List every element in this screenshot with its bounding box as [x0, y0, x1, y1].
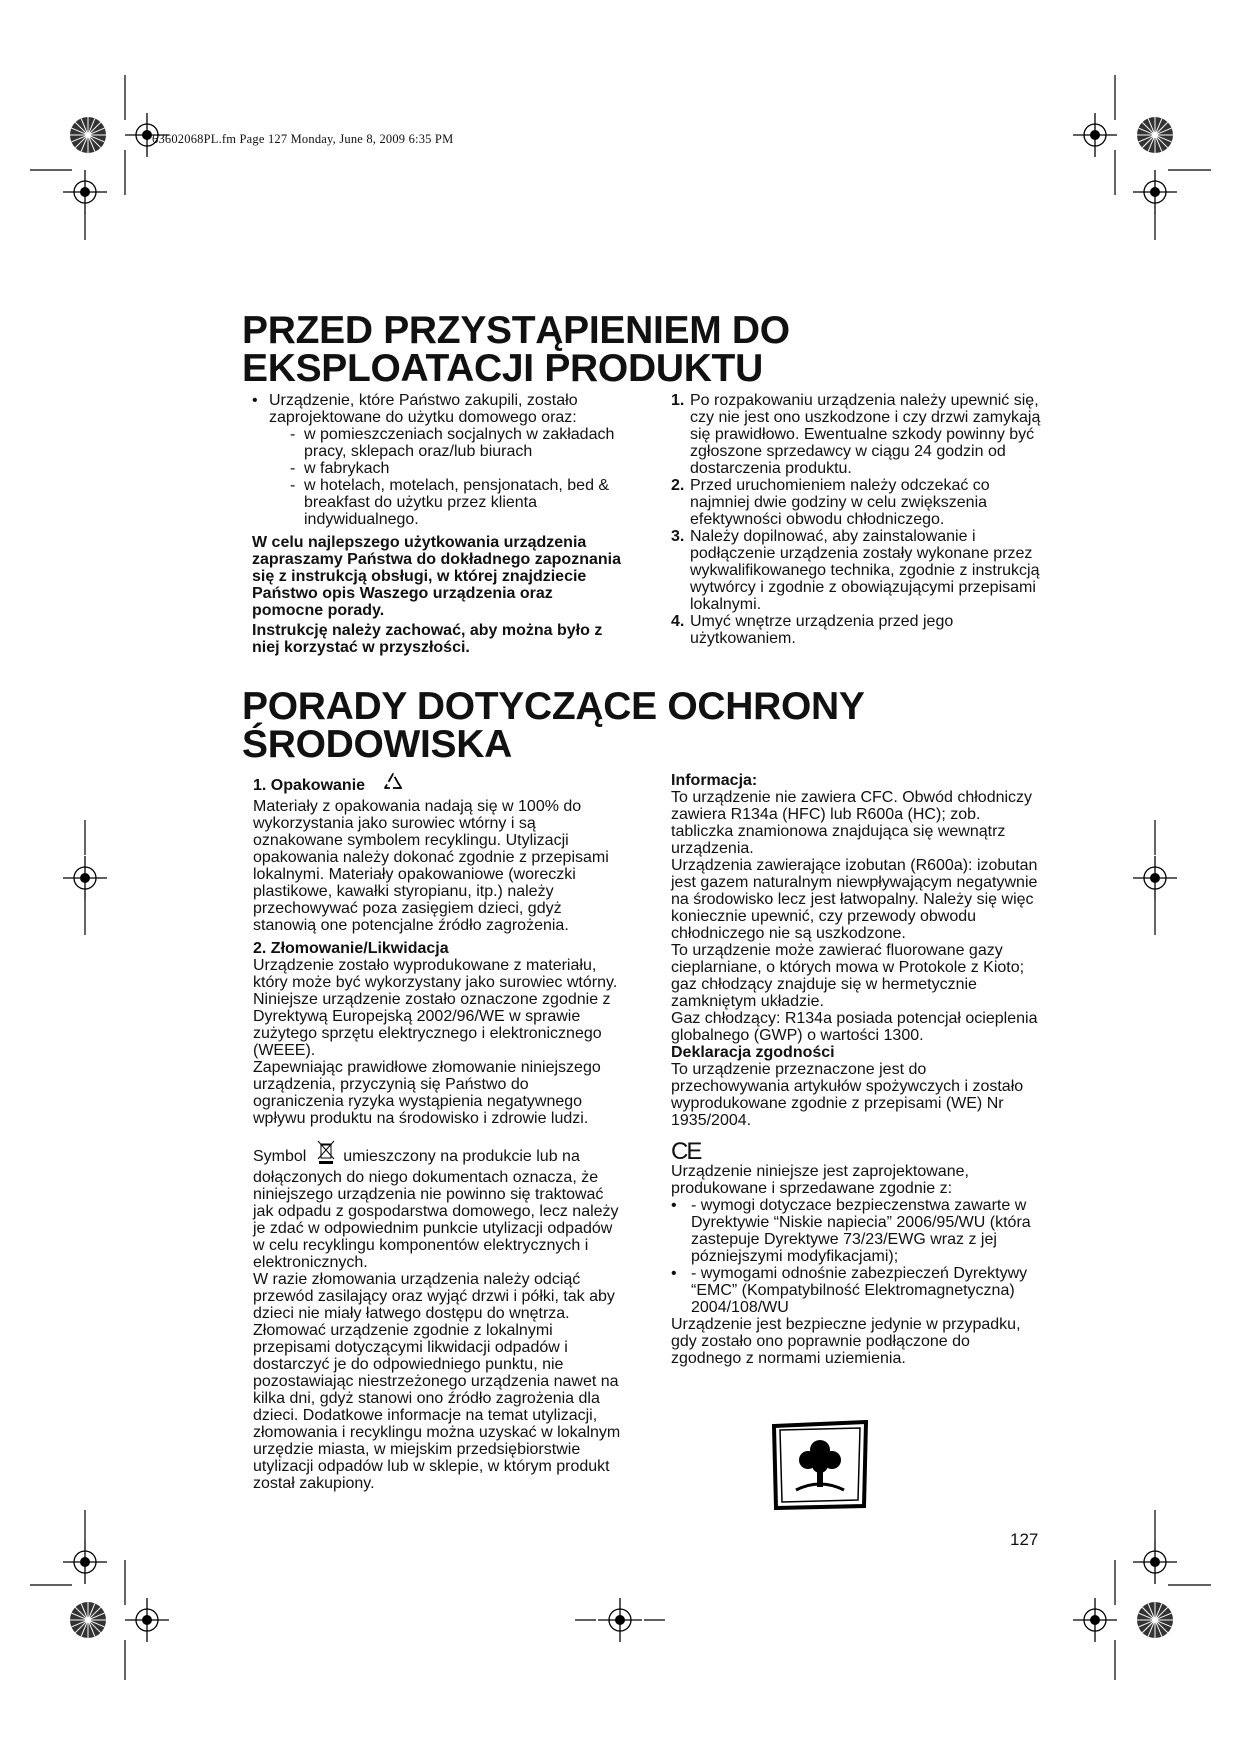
declaration-text: To urządzenie przeznaczone jest do przechowywania artykułów spożywczych i zostało wyprodukowane zgodnie z przepisami (WE) Nr 1935/2004. [671, 1061, 1024, 1129]
usage-sub-item: - w fabrykach [289, 460, 622, 477]
section1-title-line1: PRZED PRZYSTĄPIENIEM DO [242, 309, 790, 352]
scrapping-heading: 2. Złomowanie/Likwidacja [253, 940, 449, 957]
step-number: 3. [671, 528, 685, 545]
section2-left-column [253, 772, 623, 1492]
section1-title [242, 309, 1142, 390]
scrapping-text3: Zapewniając prawidłowe złomowanie niniejszego urządzenia, przyczynią się Państwo do ograniczenia ryzyka wystąpienia negatywnego wpływu produktu na środowisko i zdrowie ludzi. [253, 1059, 601, 1127]
setup-step [671, 528, 1041, 613]
step-text: Po rozpakowaniu urządzenia należy upewnić się, czy nie jest ono uszkodzone i czy drzwi zamykają się prawidłowo. Ewentualne szkody powinny być zgłoszone sprzedawcy w ciągu 24 godzin od dostarczenia produktu. [690, 392, 1041, 477]
ce-directive-item: • - wymogami odnośnie zabezpieczeń Dyrektywy “EMC” (Kompatybilność Elektromagnetyczna) 2004/108/WU [671, 1265, 1041, 1316]
usage-sub-list [289, 426, 622, 528]
environment-logo-icon [770, 1420, 870, 1510]
section2-title [242, 685, 1142, 766]
packaging-heading: 1. Opakowanie [253, 777, 366, 794]
ce-text: Urządzenie niniejsze jest zaprojektowane, produkowane i sprzedawane zgodnie z: [671, 1163, 969, 1197]
info-text4: Gaz chłodzący: R134a posiada potencjał ocieplenia globalnego (GWP) o wartości 1300. [671, 1010, 1038, 1044]
ce-directives-list [671, 1197, 1041, 1316]
step-text: Przed uruchomieniem należy odczekać co najmniej dwie godziny w celu zwiększenia efektywności obwodu chłodniczego. [690, 477, 990, 528]
manual-advice: W celu najlepszego użytkowania urządzenia zapraszamy Państwa do dokładnego zapoznania się z instrukcją obsługi, w której znajdziecie Państwo opis Waszego urządzenia oraz pomocne porady. [252, 534, 621, 619]
usage-intro: Urządzenie, które Państwo zakupili, zostało zaprojektowane do użytku domowego oraz: [269, 392, 578, 426]
weee-bin-icon [317, 1139, 335, 1169]
setup-steps [671, 392, 1041, 647]
usage-sub-item: - w hotelach, motelach, pensjonatach, bed & breakfast do użytku przez klienta indywidualnego. [289, 477, 622, 528]
step-number: 4. [671, 613, 685, 630]
step-text: Umyć wnętrze urządzenia przed jego użytkowaniem. [690, 613, 954, 647]
usage-list [252, 392, 622, 528]
setup-step [671, 477, 1041, 528]
section2-right-column [671, 772, 1041, 1367]
usage-bullet [252, 392, 622, 528]
setup-step [671, 613, 1041, 647]
page-number: 127 [1010, 1530, 1039, 1549]
section1-right-column [671, 392, 1041, 647]
manual-keep-advice: Instrukcję należy zachować, aby można było z niej korzystać w przyszłości. [252, 622, 603, 656]
packaging-text: Materiały z opakowania nadają się w 100% do wykorzystania jako surowiec wtórny i są oznakowane symbolem recyklingu. Utylizacji opakowania należy dokonać zgodnie z przepisami lokalnymi. Materiały opakowaniowe (woreczki plastikowe, kawałki styropianu, itp.) należy przechowywać poza zasięgiem dzieci, gdyż stanowią one potencjalne źródło zagrożenia. [253, 798, 609, 934]
section1-left-column [252, 392, 622, 656]
declaration-heading: Deklaracja zgodności [671, 1044, 835, 1061]
info-text1: To urządzenie nie zawiera CFC. Obwód chłodniczy zawiera R134a (HFC) lub R600a (HC); zob. tabliczka znamionowa znajdująca się wewnątrz urządzenia. [671, 789, 1033, 857]
step-text: Należy dopilnować, aby zainstalowanie i podłączenie urządzenia zostały wykonane przez wykwalifikowanego technika, zgodnie z instrukcją wytwórcy i zgodnie z obowiązującymi przepisami lokalnymi. [690, 528, 1040, 613]
scrapping-text1: Urządzenie zostało wyprodukowane z materiału, który może być wykorzystany jako surowiec wtórny. [253, 957, 618, 991]
setup-step [671, 392, 1041, 477]
ce-mark-icon: CE [671, 1138, 701, 1165]
scrapping-text2: Niniejsze urządzenie zostało oznaczone zgodnie z Dyrektywą Europejską 2002/96/WE w sprawie zużytego sprzętu elektrycznego i elektronicznego (WEEE). [253, 991, 611, 1059]
section2-title-line2: ŚRODOWISKA [242, 723, 513, 766]
symbol-text: umieszczony na produkcie lub na dołączonych do niego dokumentach oznacza, że niniejszego urządzenia nie powinno się traktować jak odpadu z gospodarstwa domowego, lecz należy je zdać w odpowiednim punkcie utylizacji odpadów w celu recyklingu komponentów elektrycznych i elektronicznych. [253, 1148, 619, 1271]
file-slug: 63602068PL.fm Page 127 Monday, June 8, 2009 6:35 PM [152, 132, 454, 146]
section1-title-line2: EKSPLOATACJI PRODUKTU [242, 347, 763, 390]
scrap-text4: W razie złomowania urządzenia należy odciąć przewód zasilający oraz wyjąć drzwi i półki, tak aby dzieci nie miały łatwego dostępu do wnętrza. Złomować urządzenie zgodnie z lokalnymi przepisami dotyczącymi likwidacji odpadów i dostarczyć je do odpowiedniego punktu, nie pozostawiając niestrzeżonego urządzenia nawet na kilka dni, gdyż stanowi ono źródło zagrożenia dla dzieci. Dodatkowe informacje na temat utylizacji, złomowania i recyklingu można uzyskać w lokalnym urzędzie miasta, w miejskim przedsiębiorstwie utylizacji odpadów lub w sklepie, w którym produkt został zakupiony. [253, 1271, 621, 1492]
step-number: 1. [671, 392, 685, 409]
info-heading: Informacja: [671, 772, 758, 789]
symbol-prefix: Symbol [253, 1148, 307, 1165]
usage-sub-item: - w pomieszczeniach socjalnych w zakładach pracy, sklepach oraz/lub biurach [289, 426, 622, 460]
step-number: 2. [671, 477, 685, 494]
ce-directive-item: • - wymogi dotyczace bezpieczenstwa zawarte w Dyrektywie “Niskie napiecia” 2006/95/WU (która zastepuje Dyrektywe 73/23/EWG wraz z jej pózniejszymi modyfikacjami); [671, 1197, 1041, 1265]
info-text2: Urządzenia zawierające izobutan (R600a): izobutan jest gazem naturalnym niewpływającym negatywnie na środowisko lecz jest łatwopalny. Należy się więc koniecznie upewnić, czy przewody obwodu chłodniczego nie są uszkodzone. [671, 857, 1038, 942]
info-text3: To urządzenie może zawierać fluorowane gazy cieplarniane, o których mowa w Protokole z Kioto; gaz chłodzący znajduje się w hermetycznie zamkniętym układzie. [671, 942, 1025, 1010]
ce-closing: Urządzenie jest bezpieczne jedynie w przypadku, gdy zostało ono poprawnie podłączone do zgodnego z normami uziemienia. [671, 1316, 1021, 1367]
section2-title-line1: PORADY DOTYCZĄCE OCHRONY [242, 685, 865, 728]
recycle-icon [380, 772, 406, 798]
